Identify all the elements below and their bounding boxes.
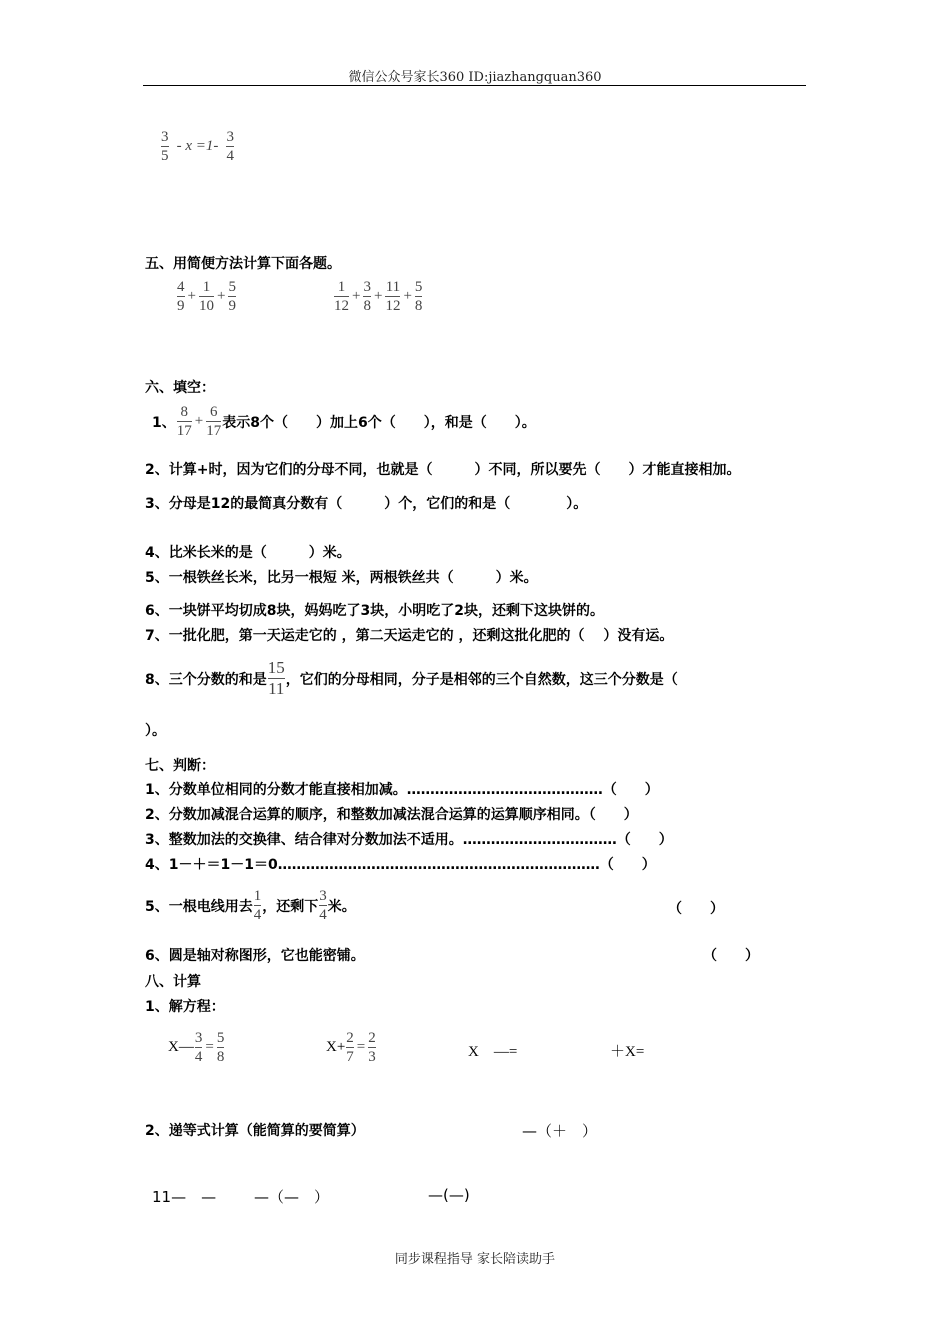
- fill-q6: 6、一块饼平均切成8块，妈妈吃了3块，小明吃了2块，还剩下这块饼的。: [145, 603, 604, 619]
- section-5-expr-2: [333, 278, 423, 315]
- section-5-title: 五、用简便方法计算下面各题。: [145, 256, 341, 272]
- plus-sign: +: [187, 288, 196, 304]
- plus-sign: +: [216, 288, 226, 304]
- plus-sign: +: [373, 288, 383, 304]
- calc-expr-0: —（＋ ）: [522, 1122, 598, 1140]
- fraction: $\frac{6}{17}$: [206, 404, 222, 439]
- plus-sign: +: [194, 413, 204, 429]
- judge-1: 1、分数单位相同的分数才能直接相加减。……………………………………（ ）: [145, 782, 659, 798]
- fill-q5: 5、一根铁丝长米，比另一根短 米，两根铁丝共（ ）米。: [145, 570, 538, 586]
- fraction: $\frac{1}{12}$: [334, 279, 349, 314]
- fraction: $\frac{5}{8}$: [414, 279, 423, 314]
- fraction: $\frac{1}{4}$: [253, 888, 262, 923]
- judge-3: 3、整数加法的交换律、结合律对分数加法不适用。……………………………（ ）: [145, 832, 673, 848]
- fill-q3: 3、分母是12的最简真分数有（ ）个，它们的和是（ ）。: [145, 496, 588, 512]
- fill-q7: 7、一批化肥，第一天运走它的 ，第二天运走它的 ，还剩这批化肥的（ ）没有运。: [145, 628, 674, 644]
- page-header: 微信公众号家长360 ID:jiazhangquan360: [348, 70, 602, 85]
- fill-q2: 2、计算+时，因为它们的分母不同，也就是（ ）不同，所以要先（ ）才能直接相加。: [145, 462, 741, 478]
- section-8-sub-2: 2、递等式计算（能简算的要简算）: [145, 1123, 365, 1139]
- page-footer: 同步课程指导 家长陪读助手: [394, 1252, 556, 1267]
- section-7-title: 七、判断：: [145, 758, 215, 774]
- q1-text: 表示8个（ ）加上6个（ ），和是（ ）。: [222, 414, 536, 431]
- fraction: $\frac{3}{5}$: [161, 129, 169, 164]
- plus-sign: +: [403, 288, 412, 304]
- equals-sign: =: [356, 1039, 366, 1055]
- header-rule: [143, 85, 806, 86]
- fraction: $\frac{11}{12}$: [385, 279, 401, 314]
- judge-2: 2、分数加减混合运算的顺序，和整数加减法混合运算的运算顺序相同。（ ）: [145, 807, 638, 823]
- judge-5-paren: （ ）: [668, 901, 724, 917]
- solve-eq-1: [168, 1029, 225, 1066]
- fraction: $\frac{3}{8}$: [363, 279, 371, 314]
- fraction: $\frac{3}{4}$: [194, 1030, 203, 1065]
- equals-sign: =: [205, 1039, 214, 1055]
- fraction: $\frac{2}{7}$: [346, 1030, 354, 1065]
- equation-top: [160, 128, 235, 165]
- section-8-title: 八、计算: [145, 974, 201, 990]
- fraction: $\frac{2}{3}$: [368, 1030, 376, 1065]
- calc-expr-3: —(—): [428, 1186, 470, 1204]
- j5-text-b: ，还剩下: [262, 898, 319, 915]
- calc-expr-2: —（— ）: [254, 1188, 330, 1206]
- eq1-left: X—: [168, 1039, 194, 1055]
- q8-text-b: ，它们的分母相同，分子是相邻的三个自然数，这三个分数是（: [285, 671, 678, 688]
- fill-q8: [145, 658, 678, 699]
- j5-text-c: 米。: [327, 898, 356, 915]
- plus-sign: +: [352, 288, 361, 304]
- fraction: $\frac{1}{10}$: [198, 279, 214, 314]
- judge-6-paren: （ ）: [703, 948, 759, 964]
- fraction: $\frac{8}{17}$: [176, 404, 192, 439]
- q8-text-a: 8、三个分数的和是: [145, 671, 267, 688]
- fraction: $\frac{15}{11}$: [267, 658, 285, 698]
- equation-text: - x =1-: [176, 138, 219, 154]
- fill-q8-end: ）。: [145, 723, 166, 739]
- fraction: $\frac{4}{9}$: [177, 279, 185, 314]
- fraction: $\frac{5}{8}$: [216, 1030, 225, 1065]
- section-6-title: 六、填空：: [145, 380, 215, 396]
- fill-q4: 4、比米长米的是（ ）米。: [145, 545, 351, 561]
- judge-4: 4、1－＋＝1－1＝0……………………………………………………………（ ）: [145, 857, 656, 873]
- j5-text-a: 5、一根电线用去: [145, 898, 253, 915]
- judge-5: [145, 887, 356, 924]
- fraction: $\frac{3}{4}$: [226, 129, 234, 164]
- solve-eq-4: ＋X=: [610, 1044, 645, 1060]
- q1-number: 1、: [152, 414, 176, 431]
- judge-6: 6、圆是轴对称图形，它也能密铺。: [145, 948, 365, 964]
- solve-eq-2: [326, 1029, 377, 1066]
- section-5-expr-1: [176, 278, 237, 315]
- fraction: $\frac{3}{4}$: [319, 888, 327, 923]
- eq2-left: X+: [326, 1039, 346, 1055]
- fraction: $\frac{5}{9}$: [228, 279, 236, 314]
- section-8-sub-1: 1、解方程：: [145, 999, 225, 1015]
- calc-expr-1: 11— —: [152, 1188, 217, 1206]
- solve-eq-3: X —=: [468, 1044, 518, 1060]
- fill-q1: [152, 403, 536, 440]
